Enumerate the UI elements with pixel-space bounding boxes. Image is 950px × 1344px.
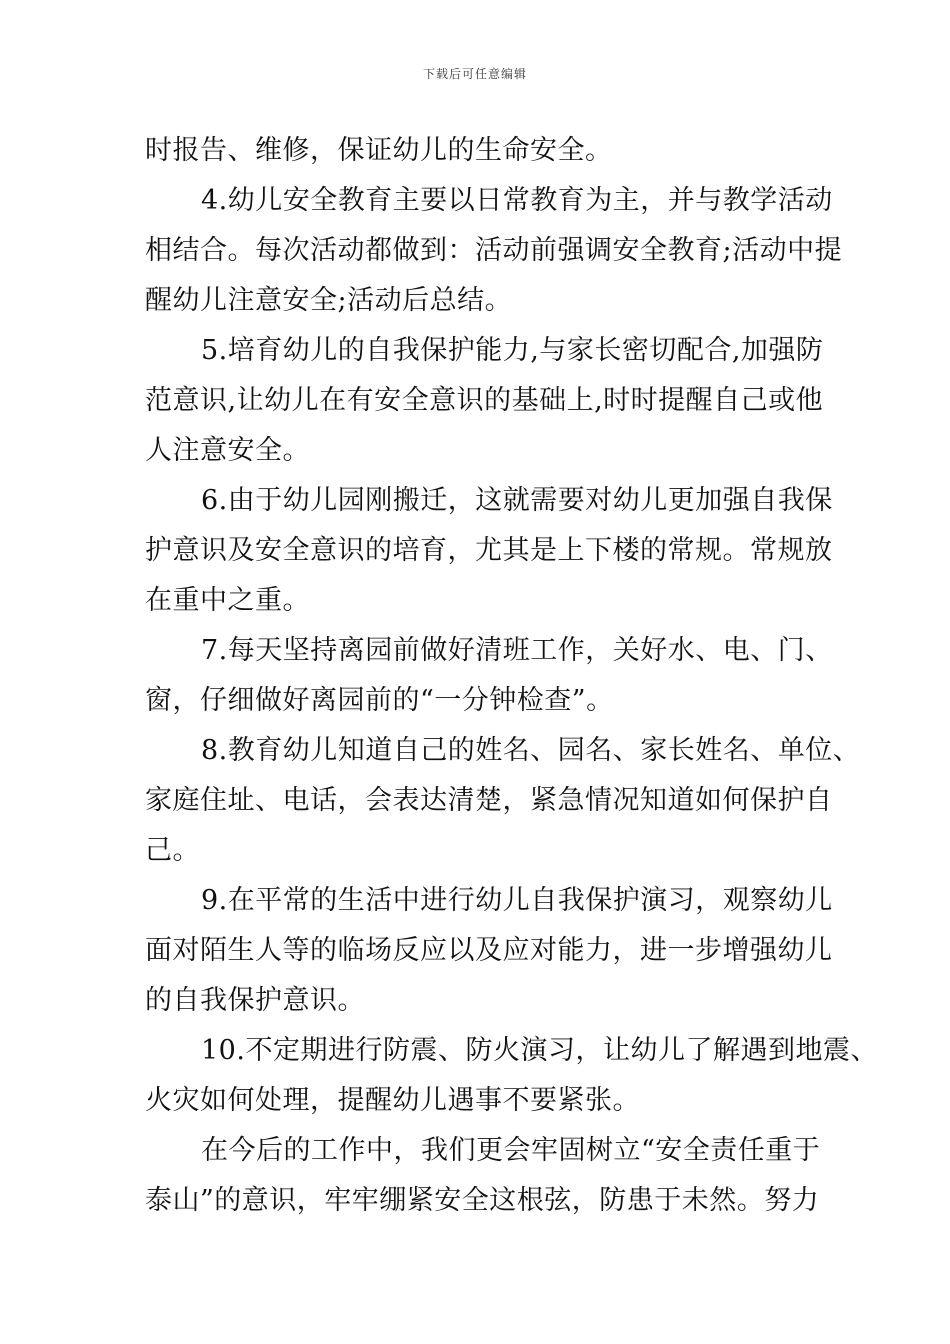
text-line: 在重中之重。 — [145, 585, 310, 616]
text-line: 时报告、维修，保证幼儿的生命安全。 — [145, 135, 613, 166]
text-line: 家庭住址、电话，会表达清楚，紧急情况知道如何保护自 — [145, 785, 833, 816]
page-header: 下载后可任意编辑 — [422, 67, 527, 81]
text-line: 窗，仔细做好离园前的“一分钟检查”。 — [145, 685, 614, 716]
text-line: 面对陌生人等的临场反应以及应对能力，进一步增强幼儿 — [145, 935, 833, 966]
text-line: 己。 — [145, 835, 200, 866]
text-line: 5.培育幼儿的自我保护能力,与家长密切配合,加强防 — [201, 335, 824, 366]
text-line: 4.幼儿安全教育主要以日常教育为主，并与教学活动 — [201, 185, 833, 216]
text-line: 的自我保护意识。 — [145, 985, 365, 1016]
text-line: 6.由于幼儿园刚搬迁，这就需要对幼儿更加强自我保 — [201, 485, 833, 516]
text-line: 在今后的工作中，我们更会牢固树立“安全责任重于 — [201, 1135, 821, 1166]
text-line: 护意识及安全意识的培育，尤其是上下楼的常规。常规放 — [145, 535, 833, 566]
text-line: 醒幼儿注意安全;活动后总结。 — [145, 285, 513, 316]
text-line: 8.教育幼儿知道自己的姓名、园名、家长姓名、单位、 — [201, 735, 861, 766]
text-line: 7.每天坚持离园前做好清班工作，关好水、电、门、 — [201, 635, 833, 666]
text-line: 相结合。每次活动都做到：活动前强调安全教育;活动中提 — [145, 235, 843, 266]
text-line: 泰山”的意识，牢牢绷紧安全这根弦，防患于未然。努力 — [145, 1185, 820, 1216]
text-line: 10.不定期进行防震、防火演习，让幼儿了解遇到地震、 — [201, 1035, 878, 1066]
document-body — [145, 126, 878, 1226]
text-line: 火灾如何处理，提醒幼儿遇事不要紧张。 — [145, 1085, 640, 1116]
text-line: 9.在平常的生活中进行幼儿自我保护演习，观察幼儿 — [201, 885, 833, 916]
text-line: 人注意安全。 — [145, 435, 310, 466]
text-line: 范意识,让幼儿在有安全意识的基础上,时时提醒自己或他 — [145, 385, 824, 416]
